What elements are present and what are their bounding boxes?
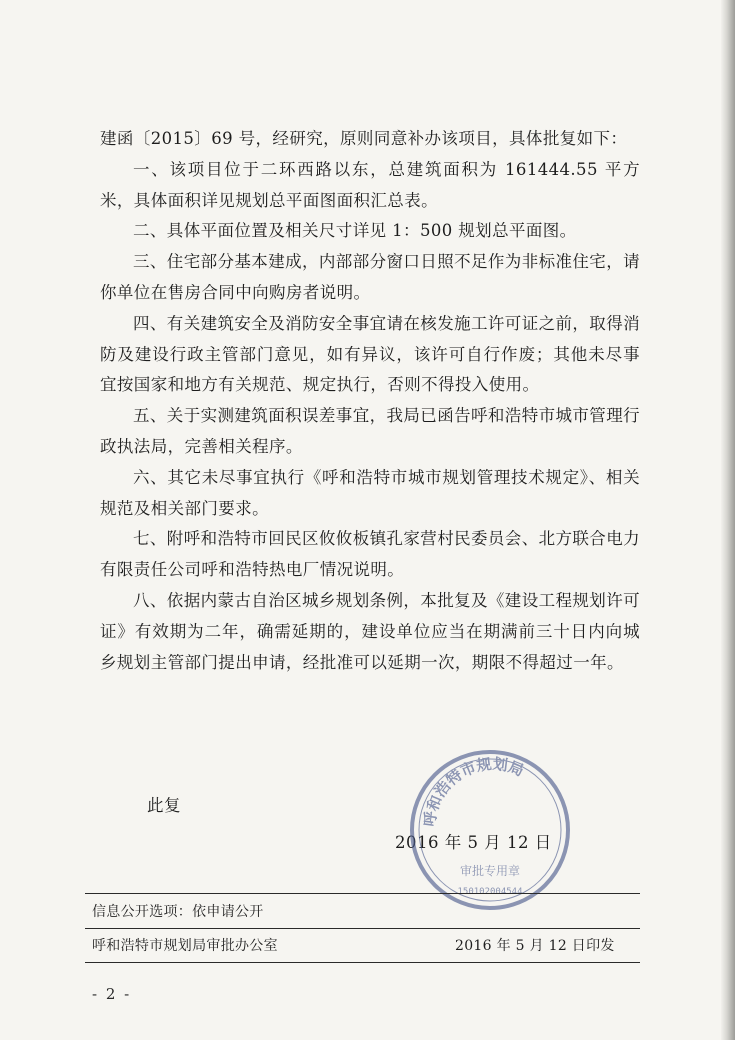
- footer-top-rule: [85, 893, 640, 894]
- paragraph-item-8: 八、依据内蒙古自治区城乡规划条例，本批复及《建设工程规划许可证》有效期为二年，确需延期的，建设单位应当在期满前三十日内向城乡规划主管部门提出申请，经批准可以延期一次，期限不得超过一年。: [100, 590, 640, 672]
- official-seal-stamp: [395, 742, 585, 917]
- footer-bottom-rule: [85, 962, 640, 963]
- disclosure-option: 信息公开选项：依申请公开: [92, 904, 264, 920]
- approval-body: [100, 124, 640, 678]
- page-number: - 2 -: [92, 985, 132, 1003]
- paragraph-item-4: 四、有关建筑安全及消防安全事宜请在核发施工许可证之前，取得消防及建设行政主管部门意见，如有异议，该许可自行作废；其他未尽事宜按国家和地方有关规范、规定执行，否则不得投入使用。: [100, 313, 640, 395]
- scan-edge-shadow: [721, 0, 735, 1040]
- paragraph-item-2: 二、具体平面位置及相关尺寸详见 1：500 规划总平面图。: [133, 221, 577, 241]
- paragraph-item-7: 七、附呼和浩特市回民区攸攸板镇孔家营村民委员会、北方联合电力有限责任公司呼和浩特热电厂情况说明。: [100, 529, 640, 580]
- paragraph-item-1: 一、该项目位于二环西路以东，总建筑面积为 161444.55 平方米，具体面积详见规划总平面图面积汇总表。: [100, 159, 640, 210]
- footer-middle-rule: [85, 928, 640, 929]
- paragraph-item-6: 六、其它未尽事宜执行《呼和浩特市城市规划管理技术规定》、相关规范及相关部门要求。: [100, 467, 640, 518]
- print-date: 2016 年 5 月 12 日印发: [455, 938, 615, 954]
- issuing-office: 呼和浩特市规划局审批办公室: [92, 938, 278, 954]
- paragraph-intro: 建函〔2015〕69 号，经研究，原则同意补办该项目，具体批复如下：: [100, 129, 628, 148]
- seal-arc-text: 呼和浩特市规划局: [420, 754, 527, 828]
- signature-date: 2016 年 5 月 12 日: [395, 833, 552, 852]
- paragraph-item-5: 五、关于实测建筑面积误差事宜，我局已函告呼和浩特市城市管理行政执法局，完善相关程序。: [100, 406, 640, 456]
- paragraph-item-3: 三、住宅部分基本建成，内部部分窗口日照不足作为非标准住宅，请你单位在售房合同中向购房者说明。: [100, 252, 640, 302]
- seal-code-text: 150102004544: [457, 887, 523, 897]
- seal-center-text: 审批专用章: [459, 864, 521, 878]
- closing-remark: 此复: [147, 796, 181, 815]
